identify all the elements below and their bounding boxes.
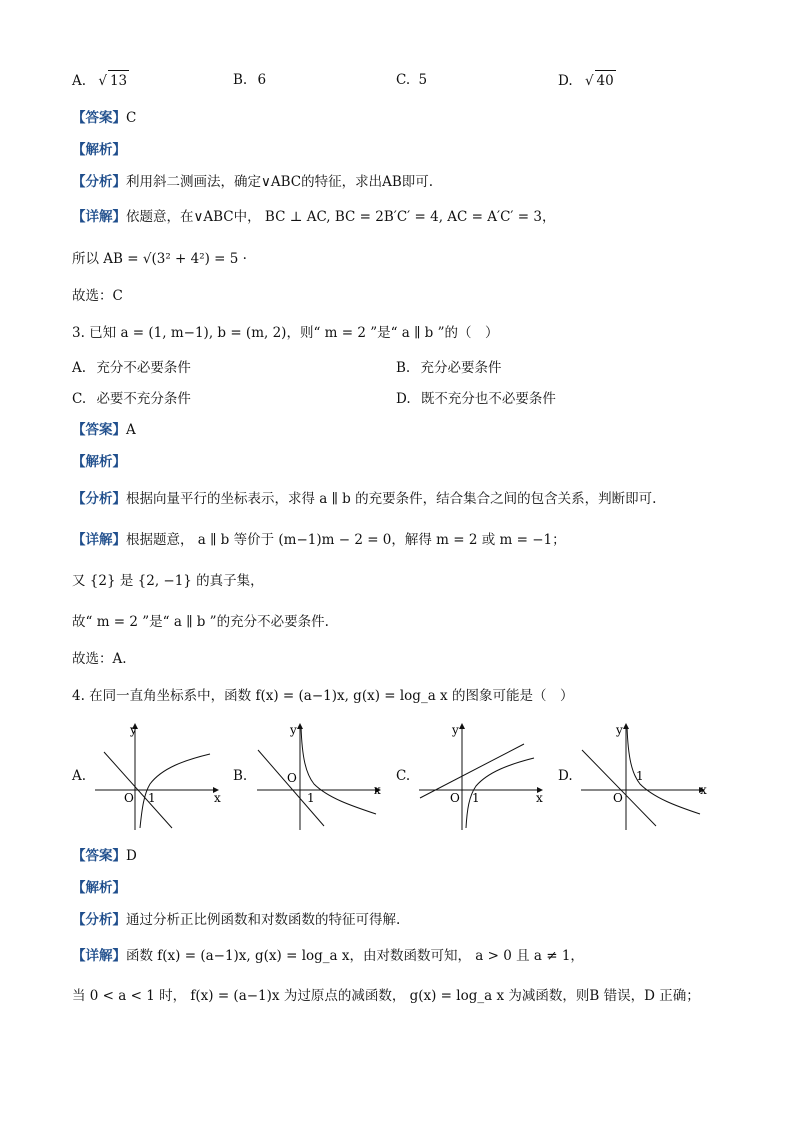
option-text: 必要不充分条件 <box>96 391 191 407</box>
graph-d-label: D. <box>558 768 573 784</box>
q2-option-c <box>396 70 427 90</box>
graph-a-label: A. <box>72 768 87 784</box>
option-value: 5 <box>418 72 428 88</box>
conclusion-text: 所以 AB = √(3² + 4²) = 5 · <box>72 251 247 267</box>
q3-gu <box>72 612 329 632</box>
q4-stem <box>72 686 573 706</box>
set-text: 又 {2} 是 {2, −1} 的真子集， <box>72 573 264 589</box>
fenxi-tag: 【分析】 <box>72 912 126 928</box>
graph-a <box>90 718 225 833</box>
xiangjie-text: 根据题意， a ∥ b 等价于 (m−1)m − 2 = 0，解得 m = 2 或 m = −1； <box>126 532 566 548</box>
answer-tag: 【答案】 <box>72 848 126 864</box>
q2-jiexi <box>72 140 126 160</box>
answer-tag: 【答案】 <box>72 422 126 438</box>
q3-fenxi <box>72 489 656 509</box>
q4-answer <box>72 846 137 866</box>
q3-guxuan <box>72 649 127 669</box>
fenxi-text: 根据向量平行的坐标表示，求得 a ∥ b 的充要条件，结合集合之间的包含关系，判断即可. <box>126 491 657 507</box>
q2-suoyi <box>72 249 247 269</box>
graph-c-label: C. <box>396 768 411 784</box>
question-stem: 4. 在同一直角坐标系中，函数 f(x) = (a−1)x, g(x) = log_a x 的图象可能是（ ） <box>72 688 574 704</box>
q2-fenxi <box>72 172 433 192</box>
xiangjie-tag: 【详解】 <box>72 209 126 225</box>
origin-label: O <box>287 771 297 785</box>
q4-jiexi <box>72 878 126 898</box>
one-label: 1 <box>636 769 644 783</box>
q4-xiangjie <box>72 946 584 966</box>
y-axis-label: y <box>290 723 297 737</box>
fenxi-text: 通过分析正比例函数和对数函数的特征可得解. <box>126 912 401 928</box>
xiangjie-tag: 【详解】 <box>72 532 126 548</box>
q4-dang <box>72 986 700 1006</box>
fenxi-text: 利用斜二测画法，确定∨ABC的特征，求出AB即可. <box>126 174 434 190</box>
option-letter: D. <box>396 391 411 407</box>
option-text: 充分不必要条件 <box>96 360 191 376</box>
graph-b <box>252 718 387 833</box>
q3-stem <box>72 323 499 343</box>
option-value: 6 <box>257 72 267 88</box>
graph-b-label: B. <box>233 768 248 784</box>
one-label: 1 <box>472 791 480 805</box>
option-letter: C. <box>72 391 87 407</box>
choice-text: 故选：A. <box>72 651 127 667</box>
q2-xiangjie <box>72 207 555 227</box>
jiexi-tag: 【解析】 <box>72 142 126 158</box>
y-axis-label: y <box>130 723 137 737</box>
origin-label: O <box>450 791 460 805</box>
jiexi-tag: 【解析】 <box>72 454 126 470</box>
conclusion-text: 故“ m = 2 ”是“ a ∥ b ”的充分不必要条件. <box>72 614 329 630</box>
option-letter: A. <box>72 360 87 376</box>
option-text: 充分必要条件 <box>420 360 502 376</box>
q3-jiexi <box>72 452 126 472</box>
q3-option-a <box>72 358 191 378</box>
q3-answer <box>72 420 136 440</box>
jiexi-tag: 【解析】 <box>72 880 126 896</box>
answer-value: A <box>126 422 136 438</box>
line-f <box>258 750 324 826</box>
answer-tag: 【答案】 <box>72 110 126 126</box>
q2-option-a <box>72 70 129 91</box>
option-letter: C. <box>396 72 411 88</box>
choice-text: 故选：C <box>72 288 123 304</box>
one-label: 1 <box>148 791 156 805</box>
q3-option-b <box>396 358 502 378</box>
fenxi-tag: 【分析】 <box>72 174 126 190</box>
xiangjie-text: 依题意，在∨ABC中， BC ⊥ AC, BC = 2B′C′ = 4, AC = A′C′ = 3， <box>126 209 556 225</box>
q3-option-c <box>72 389 191 409</box>
y-axis-label: y <box>616 723 623 737</box>
x-axis-label: x <box>374 783 381 797</box>
case-text: 当 0 < a < 1 时， f(x) = (a−1)x 为过原点的减函数， g(x) = log_a x 为减函数，则B 错误，D 正确； <box>72 988 700 1004</box>
origin-label: O <box>613 791 623 805</box>
xiangjie-tag: 【详解】 <box>72 948 126 964</box>
one-label: 1 <box>307 791 315 805</box>
answer-value: D <box>126 848 137 864</box>
xiangjie-text: 函数 f(x) = (a−1)x, g(x) = log_a x，由对数函数可知， a > 0 且 a ≠ 1， <box>126 948 584 964</box>
option-letter: B. <box>396 360 411 376</box>
graph-d <box>576 718 711 833</box>
answer-value: C <box>126 110 137 126</box>
x-axis-label: x <box>536 791 543 805</box>
q4-fenxi <box>72 910 400 930</box>
option-value: 40 <box>595 70 616 91</box>
question-stem: 3. 已知 a = (1, m−1), b = (m, 2)，则“ m = 2 ”是“ a ∥ b ”的（ ） <box>72 325 499 341</box>
q3-you <box>72 571 264 591</box>
q3-option-d <box>396 389 556 409</box>
x-axis-label: x <box>700 783 707 797</box>
graph-c <box>414 718 549 833</box>
option-letter: B. <box>233 72 248 88</box>
option-value: 13 <box>108 70 129 91</box>
origin-label: O <box>124 791 134 805</box>
q2-answer <box>72 108 136 128</box>
q2-option-b <box>233 70 266 90</box>
fenxi-tag: 【分析】 <box>72 491 126 507</box>
sqrt-symbol: √ <box>98 73 107 89</box>
option-letter: A. <box>72 73 87 89</box>
x-axis-label: x <box>214 791 221 805</box>
y-axis-label: y <box>452 723 459 737</box>
sqrt-symbol: √ <box>584 73 594 89</box>
q2-option-d <box>558 70 616 91</box>
q3-xiangjie <box>72 530 566 550</box>
q2-guxuan <box>72 286 123 306</box>
option-letter: D. <box>558 73 573 89</box>
option-text: 既不充分也不必要条件 <box>420 391 556 407</box>
